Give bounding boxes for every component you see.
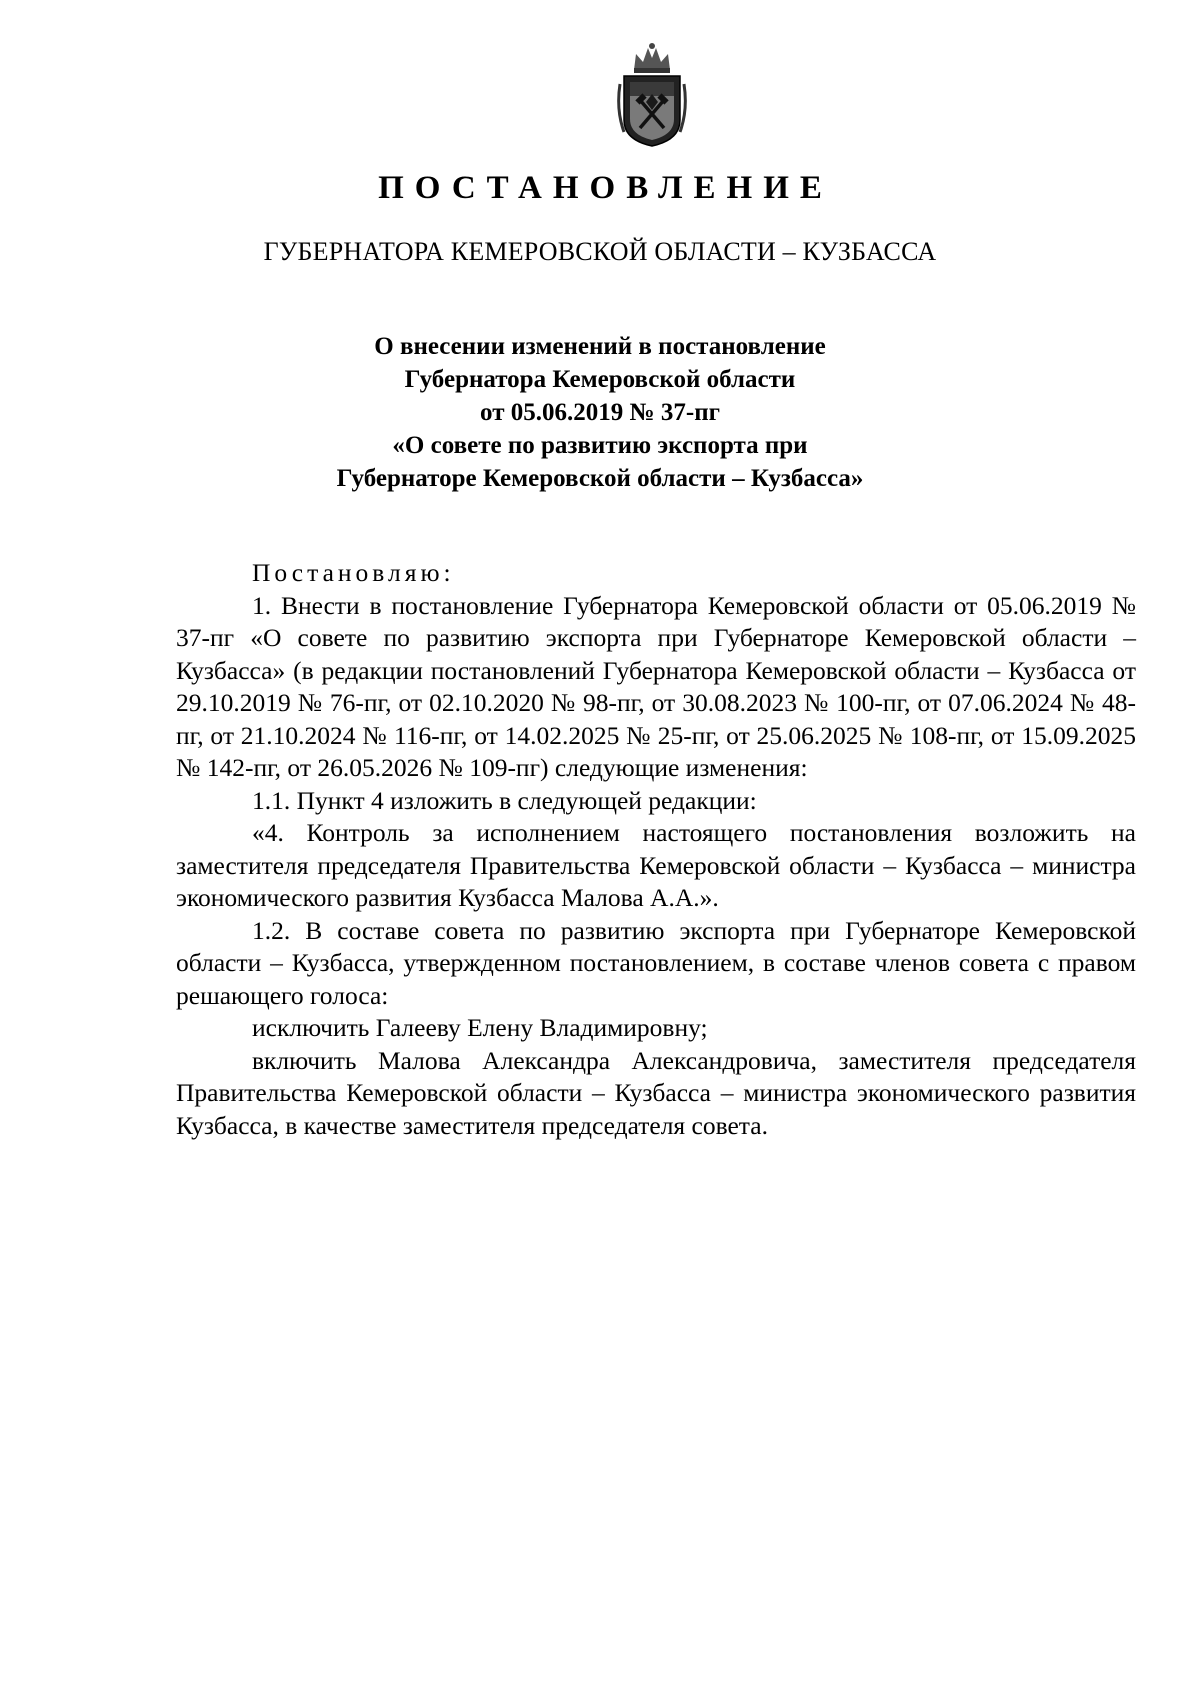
kemerovo-coat-of-arms-icon bbox=[612, 40, 692, 148]
body-paragraph: включить Малова Александра Александровича, заместителя председателя Правительства Кемеровской области – Кузбасса – министра экономического развития Кузбасса, в качестве заместителя председателя совета. bbox=[176, 1045, 1136, 1140]
decree-word: Постановляю: bbox=[252, 558, 455, 587]
body-paragraph: 1.1. Пункт 4 изложить в следующей редакции: bbox=[252, 785, 757, 815]
body-paragraph: исключить Галееву Елену Владимировну; bbox=[252, 1013, 708, 1042]
document-type-title: ПОСТАНОВЛЕНИЕ bbox=[378, 170, 833, 206]
heading-line: О внесении изменений в постановление bbox=[374, 333, 826, 360]
body-paragraph: 1.2. В составе совета по развитию экспорта при Губернаторе Кемеровской области – Кузбасса, утвержденном постановлением, в составе членов совета с правом решающего голоса: bbox=[176, 915, 1136, 1010]
heading-line: «О совете по развитию экспорта при bbox=[392, 432, 808, 459]
document-heading bbox=[250, 330, 950, 495]
heading-line: Губернаторе Кемеровской области – Кузбасса» bbox=[336, 465, 864, 492]
issuer-subtitle: ГУБЕРНАТОРА КЕМЕРОВСКОЙ ОБЛАСТИ – КУЗБАССА bbox=[263, 237, 937, 266]
heading-line: Губернатора Кемеровской области bbox=[404, 366, 796, 393]
heading-line: от 05.06.2019 № 37-пг bbox=[480, 399, 720, 426]
body-paragraph: «4. Контроль за исполнением настоящего постановления возложить на заместителя председателя Правительства Кемеровской области – Кузбасса – министра экономического развития Кузбасса Малова А.А.». bbox=[176, 818, 1136, 912]
body-paragraph: 1. Внести в постановление Губернатора Кемеровской области от 05.06.2019 № 37-пг «О совете по развитию экспорта при Губернаторе Кемеровской области – Кузбасса» (в редакции постановлений Губернатора Кемеровской области – Кузбасса от 29.10.2019 № 76-пг, от 02.10.2020 № 98-пг, от 30.08.2023 № 100-пг, от 07.06.2024 № 48-пг, от 21.10.2024 № 116-пг, от 14.02.2025 № 25-пг, от 25.06.2025 № 108-пг, от 15.09.2025 № 142-пг, от 26.05.2026 № 109-пг) следующие изменения: bbox=[176, 590, 1136, 782]
document-body bbox=[176, 557, 1136, 1142]
